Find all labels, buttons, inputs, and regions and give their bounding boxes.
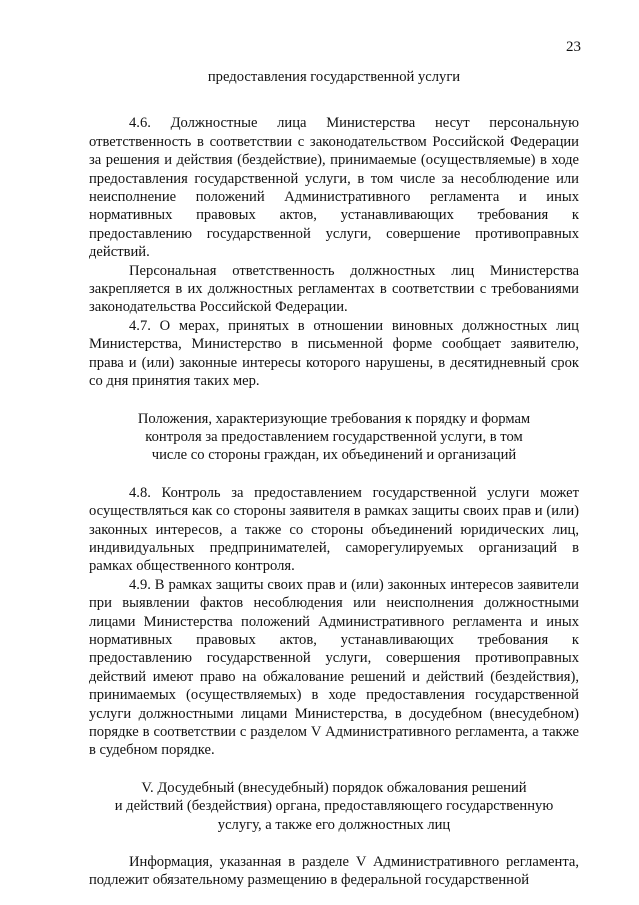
heading-line: Положения, характеризующие требования к порядку и формам: [137, 410, 531, 427]
heading-line: услугу, а также его должностных лиц: [217, 816, 451, 833]
section-heading-appeal: [99, 779, 569, 834]
spacer: [89, 86, 579, 114]
spacer: [89, 760, 579, 779]
paragraph-information: Информация, указанная в разделе V Административного регламента, подлежит обязательному размещению в федеральной государственной: [89, 854, 579, 889]
paragraph-personal-responsibility: Персональная ответственность должностных лиц Министерства закрепляется в их должностных регламентах в соответствии с требованиями законодательства Российской Федерации.: [89, 262, 579, 316]
heading-line: контроля за предоставлением государственной услуги, в том: [145, 428, 523, 445]
heading-line: числе со стороны граждан, их объединений и организаций: [151, 447, 517, 464]
document-body: [89, 68, 579, 890]
page-number: 23: [566, 39, 581, 55]
spacer: [89, 834, 579, 853]
paragraph-4-7: 4.7. О мерах, принятых в отношении виновных должностных лиц Министерства, Министерство в письменной форме сообщает заявителю, права и (или) законные интересы которого нарушены, в десятидневный срок со дня принятия таких мер.: [89, 317, 579, 390]
paragraph-4-8: 4.8. Контроль за предоставлением государственной услуги может осуществляться как со стороны заявителя в рамках защиты своих прав и (или) законных интересов, а также со стороны объединений юридических лиц, индивидуальных предпринимателей, саморегулируемых организаций в рамках общественного контроля.: [89, 484, 579, 575]
spacer: [89, 391, 579, 410]
section-heading-control: [129, 410, 539, 465]
heading-line: V. Досудебный (внесудебный) порядок обжалования решений: [141, 779, 527, 796]
paragraph-4-6: 4.6. Должностные лица Министерства несут персональную ответственность в соответствии с законодательством Российской Федерации за решения и действия (бездействие), принимаемые (осуществляемые) в ходе предоставления государственной услуги, в том числе за несоблюдение или неисполнение положений Административного регламента и иных нормативных правовых актов, устанавливающих требования к предоставлению государственной услуги, совершение противоправных действий.: [89, 115, 579, 261]
spacer: [89, 465, 579, 484]
heading-line: и действий (бездействия) органа, предоставляющего государственную: [114, 798, 554, 815]
paragraph-4-9: 4.9. В рамках защиты своих прав и (или) законных интересов заявители при выявлении фактов несоблюдения или неисполнения должностными лицами Министерства положений Административного регламента и иных нормативных правовых актов, устанавливающих требования к предоставлению государственной услуги, совершения противоправных действий имеют право на обжалование решений и действий (бездействия), принимаемых (осуществляемых) в ходе предоставления государственной услуги должностными лицами Министерства, в досудебном (внесудебном) порядке в соответствии с разделом V Административного регламента, а также в судебном порядке.: [89, 576, 579, 759]
continuation-line: предоставления государственной услуги: [207, 69, 461, 85]
